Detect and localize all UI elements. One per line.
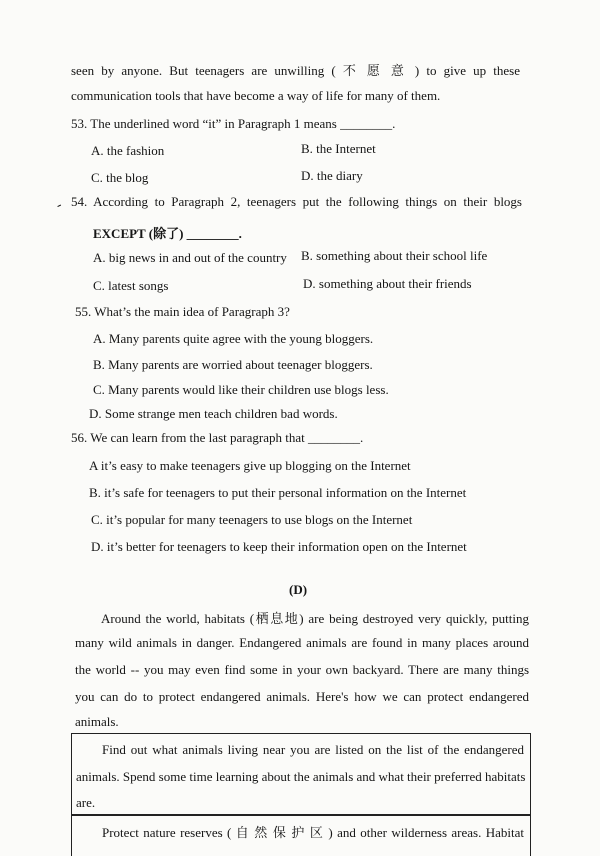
paragraph-line: Around the world, habitats (栖息地) are being destroyed very quickly, putting	[101, 611, 529, 626]
section-heading: (D)	[289, 582, 308, 597]
tip-line: Protect nature reserves ( 自 然 保 护 区 ) and other wilderness areas. Habitat	[102, 825, 524, 840]
paragraph-line: the world -- you may even find some in your own backyard. There are many things	[75, 662, 529, 677]
tip-box	[71, 733, 531, 815]
pen-tick-mark: -	[53, 197, 65, 214]
option-a: A it’s easy to make teenagers give up blogging on the Internet	[89, 458, 411, 473]
question-stem: 53. The underlined word “it” in Paragraph 1 means ________.	[71, 116, 396, 131]
option-a: A. big news in and out of the country	[93, 250, 287, 265]
question-stem: 54. According to Paragraph 2, teenagers put the following things on their blogs	[71, 194, 522, 209]
question-stem-continued: EXCEPT (除了) ________.	[93, 226, 242, 241]
option-c: C. the blog	[91, 170, 149, 185]
passage-line: communication tools that have become a way of life for many of them.	[71, 88, 441, 103]
option-d: D. it’s better for teenagers to keep their information open on the Internet	[91, 539, 467, 554]
paragraph-line: many wild animals in danger. Endangered animals are found in many places around	[75, 635, 529, 650]
option-b: B. something about their school life	[301, 248, 488, 263]
question-stem: 56. We can learn from the last paragraph that ________.	[71, 430, 364, 445]
option-a: A. the fashion	[91, 143, 165, 158]
question-stem: 55. What’s the main idea of Paragraph 3?	[75, 304, 290, 319]
tip-box	[71, 815, 531, 856]
option-b: B. Many parents are worried about teenager bloggers.	[93, 357, 373, 372]
option-d: D. something about their friends	[303, 276, 472, 291]
option-a: A. Many parents quite agree with the young bloggers.	[93, 331, 374, 346]
tip-line: are.	[76, 795, 96, 810]
tip-line: animals. Spend some time learning about the animals and what their preferred habitats	[76, 769, 526, 784]
tip-line: Find out what animals living near you are listed on the list of the endangered	[102, 742, 524, 757]
option-b: B. the Internet	[301, 141, 376, 156]
paragraph-line: animals.	[75, 714, 119, 729]
passage-line: seen by anyone. But teenagers are unwilling ( 不 愿 意 ) to give up these	[71, 63, 520, 78]
option-c: C. latest songs	[93, 278, 169, 293]
option-c: C. it’s popular for many teenagers to use blogs on the Internet	[91, 512, 413, 527]
option-d: D. the diary	[301, 168, 363, 183]
option-c: C. Many parents would like their children use blogs less.	[93, 382, 389, 397]
paragraph-line: you can do to protect endangered animals. Here's how we can protect endangered	[75, 689, 529, 704]
option-d: D. Some strange men teach children bad words.	[89, 406, 338, 421]
option-b: B. it’s safe for teenagers to put their personal information on the Internet	[89, 485, 467, 500]
